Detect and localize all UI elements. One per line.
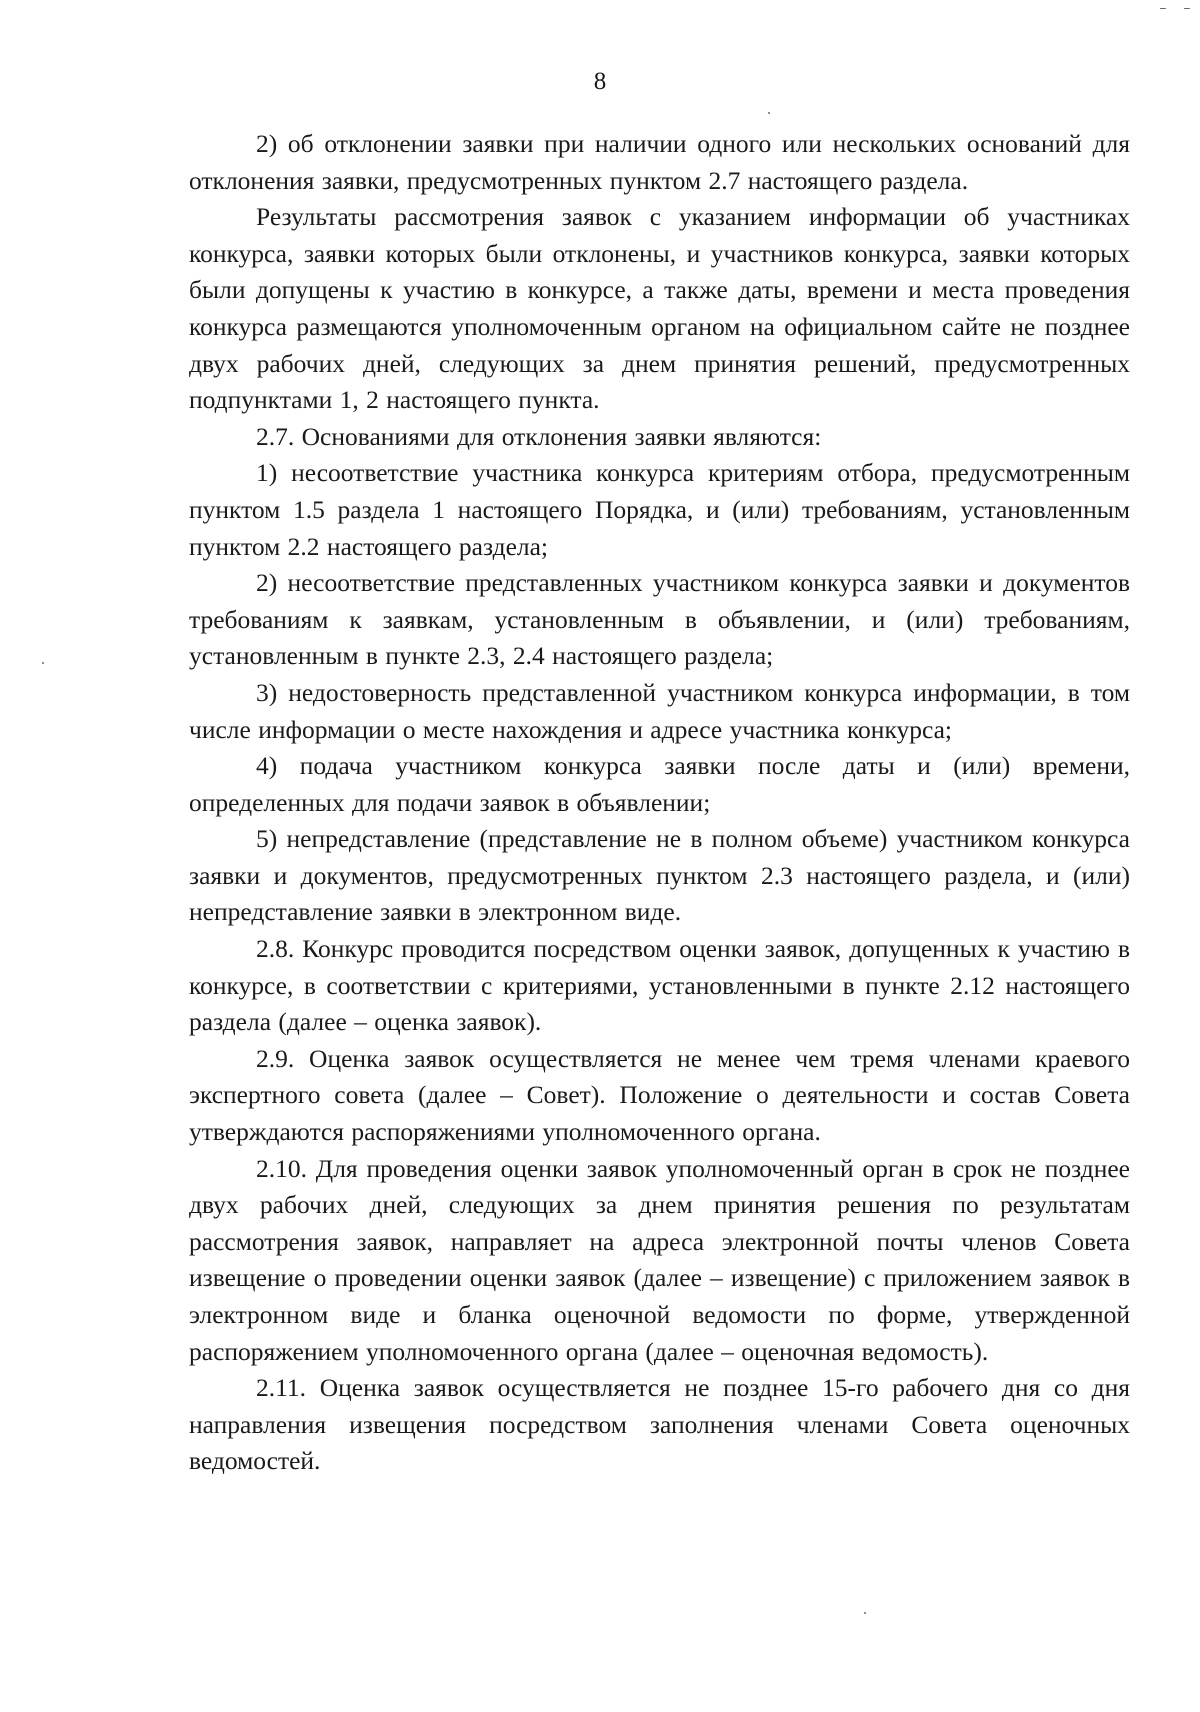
paragraph-2-7-item-5: 5) непредставление (представление не в полном объеме) участником конкурса заявки и документов, предусмотренных пунктом 2.3 настоящего раздела, и (или) непредставление заявки в электронном виде. [189,824,1130,927]
paragraph-2-11: 2.11. Оценка заявок осуществляется не позднее 15-го рабочего дня со дня направления извещения посредством заполнения членами Совета оценочных ведомостей. [189,1373,1130,1476]
paragraph-review-results: Результаты рассмотрения заявок с указанием информации об участниках конкурса, заявки которых были отклонены, и участников конкурса, заявки которых были допущены к участию в конкурсе, а также даты, времени и места проведения конкурса размещаются уполномоченным органом на официальном сайте не позднее двух рабочих дней, следующих за днем принятия решений, предусмотренных подпунктами 1, 2 настоящего пункта. [189,202,1130,415]
scan-speck [42,662,44,664]
paragraph-2-9: 2.9. Оценка заявок осуществляется не менее чем тремя членами краевого экспертного совета (далее – Совет). Положение о деятельности и состав Совета утверждаются распоряжениями уполномоченного органа. [189,1043,1130,1147]
paragraph-2-7-item-2: 2) несоответствие представленных участником конкурса заявки и документов требованиям к заявкам, установленным в объявлении, и (или) требованиям, установленным в пункте 2.3, 2.4 настоящего раздела; [189,568,1130,671]
scan-speck [864,1612,866,1614]
paragraph-2-7-item-4: 4) подача участником конкурса заявки после даты и (или) времени, определенных для подачи заявок в объявлении; [189,751,1130,817]
paragraph-2-10: 2.10. Для проведения оценки заявок уполномоченный орган в срок не позднее двух рабочих дней, следующих за днем принятия решения по результатам рассмотрения заявок, направляет на адреса электронной почты членов Совета извещение о проведении оценки заявок (далее – извещение) с приложением заявок в электронном виде и бланка оценочной ведомости по форме, утвержденной распоряжением уполномоченного органа (далее – оценочная ведомость). [189,1153,1130,1366]
scan-speck [1160,8,1166,9]
paragraph-rejection-item-2: 2) об отклонении заявки при наличии одного или нескольких оснований для отклонения заявки, предусмотренных пунктом 2.7 настоящего раздела. [189,129,1130,195]
paragraph-2-7-item-1: 1) несоответствие участника конкурса критериям отбора, предусмотренным пунктом 1.5 раздела 1 настоящего Порядка, и (или) требованиям, установленным пунктом 2.2 настоящего раздела; [189,458,1130,561]
paragraph-2-8: 2.8. Конкурс проводится посредством оценки заявок, допущенных к участию в конкурсе, в соответствии с критериями, установленными в пункте 2.12 настоящего раздела (далее – оценка заявок). [189,934,1130,1037]
scan-speck [768,112,770,114]
paragraph-2-7-heading: 2.7. Основаниями для отклонения заявки являются: [256,421,822,451]
paragraph-2-7-item-3: 3) недостоверность представленной участником конкурса информации, в том числе информации о месте нахождения и адресе участника конкурса; [189,677,1130,744]
document-body [189,126,1130,1480]
scan-speck [1184,8,1190,9]
page-number: 8 [593,68,607,95]
